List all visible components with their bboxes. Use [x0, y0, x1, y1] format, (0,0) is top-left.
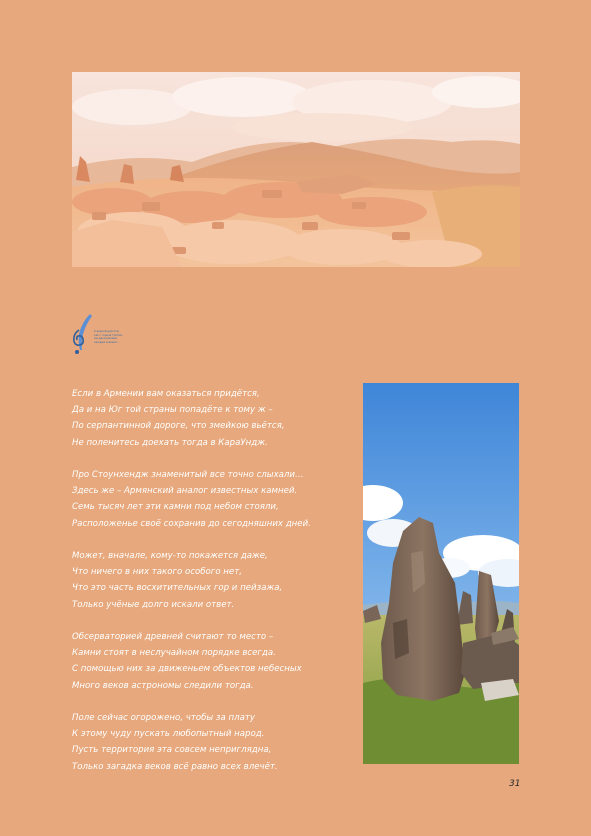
page-number: 31	[509, 779, 521, 789]
stanza	[72, 629, 357, 694]
poem-line: Что ничего в них такого особого нет,	[72, 567, 242, 578]
poem-line: Только загадка веков всё равно всех влечёт.	[72, 761, 278, 772]
poem-line: К этому чуду пускать любопытный народ.	[72, 729, 265, 740]
poem-line: Много веков астрономы следили тогда.	[72, 680, 254, 691]
stanza	[72, 710, 357, 775]
poem-line: Камни стоят в неслучайном порядке всегда.	[72, 648, 276, 659]
poem-line: Пусть территория эта совсем неприглядна,	[72, 745, 272, 756]
poem-line: Да и на Юг той страны попадёте к тому ж –	[72, 405, 273, 416]
poem-line: Может, вначале, кому-то покажется даже,	[72, 551, 268, 561]
poem-line: Если в Армении вам оказаться придётся,	[72, 389, 260, 399]
logo-line: как с горной тропой,	[94, 333, 123, 337]
poem-line: Расположенье своё сохранив до сегодняшних дней.	[72, 518, 311, 529]
stanza	[72, 467, 357, 532]
poem-line: Обсерваторией древней считают то место –	[72, 632, 274, 642]
logo-caption	[94, 330, 134, 344]
standing-stones-photo	[363, 383, 519, 764]
landscape-photo	[72, 72, 520, 267]
poem-line: Семь тысяч лет эти камни под небом стояли,	[72, 502, 279, 513]
treble-clef-feather-icon	[70, 312, 94, 356]
poem-line: Здесь же – Армянский аналог известных камней.	[72, 486, 298, 497]
stanza	[72, 386, 357, 451]
poem-line: Поле сейчас огорожено, чтобы за плату	[72, 713, 255, 723]
poem	[72, 386, 357, 791]
poem-line: Не поленитесь доехать тогда в КараУндж.	[72, 437, 268, 448]
poem-line: С помощью них за движеньем объектов небесных	[72, 664, 302, 675]
logo-line: каждый элемент...	[94, 340, 120, 344]
logo-line: мы вдохновляем	[94, 337, 117, 341]
poem-line: Про Стоунхендж знаменитый все точно слыхали…	[72, 470, 304, 480]
stanza	[72, 548, 357, 613]
logo-line: С верной дорогой,	[94, 330, 120, 333]
logo	[70, 312, 130, 356]
poem-line: Только учёные долго искали ответ.	[72, 599, 235, 610]
poem-line: По серпантинной дороге, что змейкою вьётся,	[72, 421, 285, 432]
poem-line: Что это часть восхитительных гор и пейзажа,	[72, 583, 283, 594]
